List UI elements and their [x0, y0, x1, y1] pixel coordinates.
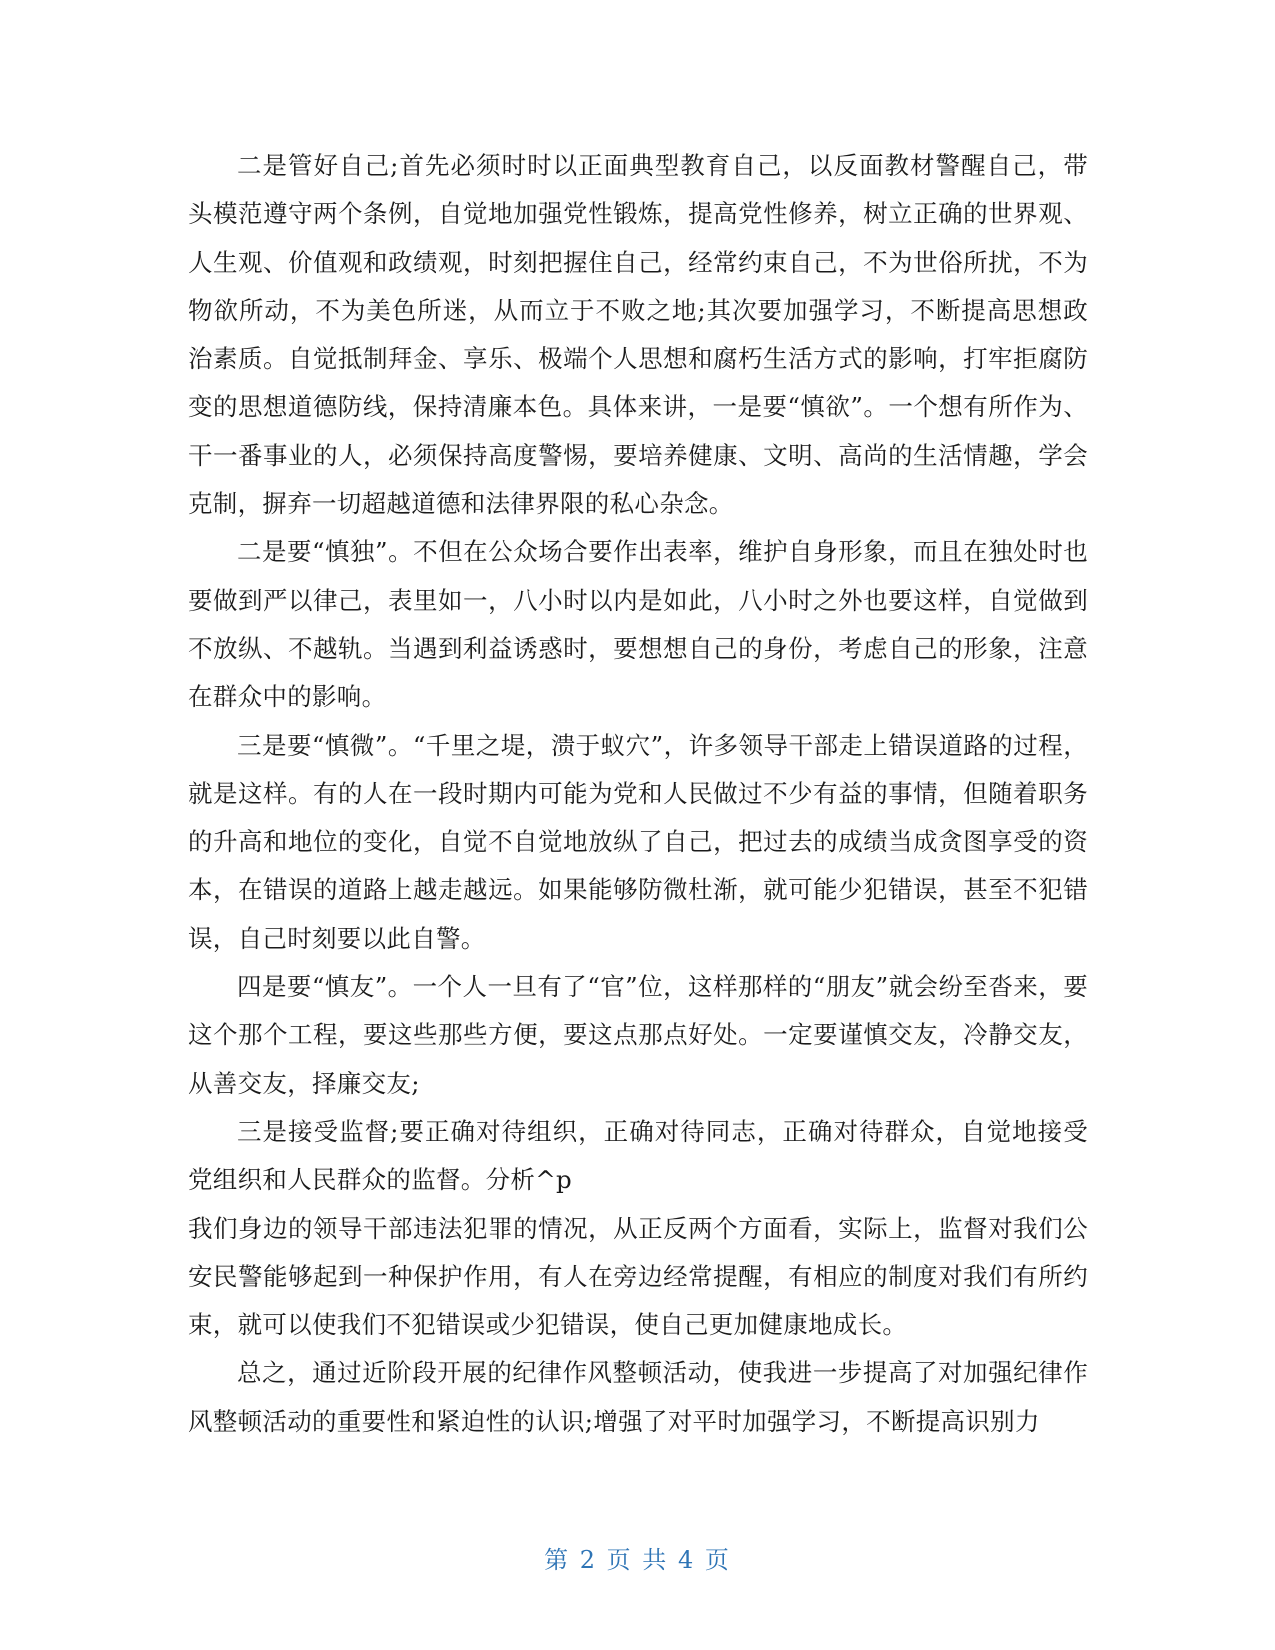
paragraph-self-management: 二是管好自己;首先必须时时以正面典型教育自己，以反面教材警醒自己，带头模范遵守两个条例，自觉地加强党性锻炼，提高党性修养，树立正确的世界观、人生观、价值观和政绩观，时刻把握住自己，经常约束自己，不为世俗所扰，不为物欲所动，不为美色所迷，从而立于不败之地;其次要加强学习，不断提高思想政治素质。自觉抵制拜金、享乐、极端个人思想和腐朽生活方式的影响，打牢拒腐防变的思想道德防线，保持清廉本色。具体来讲，一是要“慎欲”。一个想有所作为、干一番事业的人，必须保持高度警惕，要培养健康、文明、高尚的生活情趣，学会克制，摒弃一切超越道德和法律界限的私心杂念。 — [188, 151, 1088, 519]
page-number-footer: 第 2 页 共 4 页 — [544, 1546, 731, 1574]
paragraph-shenwei: 三是要“慎微”。“千里之堤，溃于蚁穴”，许多领导干部走上错误道路的过程，就是这样。有的人在一段时期内可能为党和人民做过不少有益的事情，但随着职务的升高和地位的变化，自觉不自觉地放纵了自己，把过去的成绩当成贪图享受的资本，在错误的道路上越走越远。如果能够防微杜渐，就可能少犯错误，甚至不犯错误，自己时刻要以此自警。 — [188, 730, 1088, 953]
paragraph-conclusion: 总之，通过近阶段开展的纪律作风整顿活动，使我进一步提高了对加强纪律作风整顿活动的重要性和紧迫性的认识;增强了对平时加强学习，不断提高识别力 — [188, 1358, 1088, 1436]
paragraph-supervision-continued: 我们身边的领导干部违法犯罪的情况，从正反两个方面看，实际上，监督对我们公安民警能够起到一种保护作用，有人在旁边经常提醒，有相应的制度对我们有所约束，就可以使我们不犯错误或少犯错误，使自己更加健康地成长。 — [188, 1213, 1088, 1340]
paragraph-supervision: 三是接受监督;要正确对待组织，正确对待同志，正确对待群众，自觉地接受党组织和人民群众的监督。分析^p — [188, 1116, 1088, 1195]
document-body — [188, 142, 1088, 1446]
paragraph-shendu: 二是要“慎独”。不但在公众场合要作出表率，维护自身形象，而且在独处时也要做到严以律己，表里如一，八小时以内是如此，八小时之外也要这样，自觉做到不放纵、不越轨。当遇到利益诱惑时，要想想自己的身份，考虑自己的形象，注意在群众中的影响。 — [188, 537, 1088, 712]
paragraph-shenyou: 四是要“慎友”。一个人一旦有了“官”位，这样那样的“朋友”就会纷至沓来，要这个那个工程，要这些那些方便，要这点那点好处。一定要谨慎交友，冷静交友，从善交友，择廉交友; — [188, 972, 1088, 1098]
